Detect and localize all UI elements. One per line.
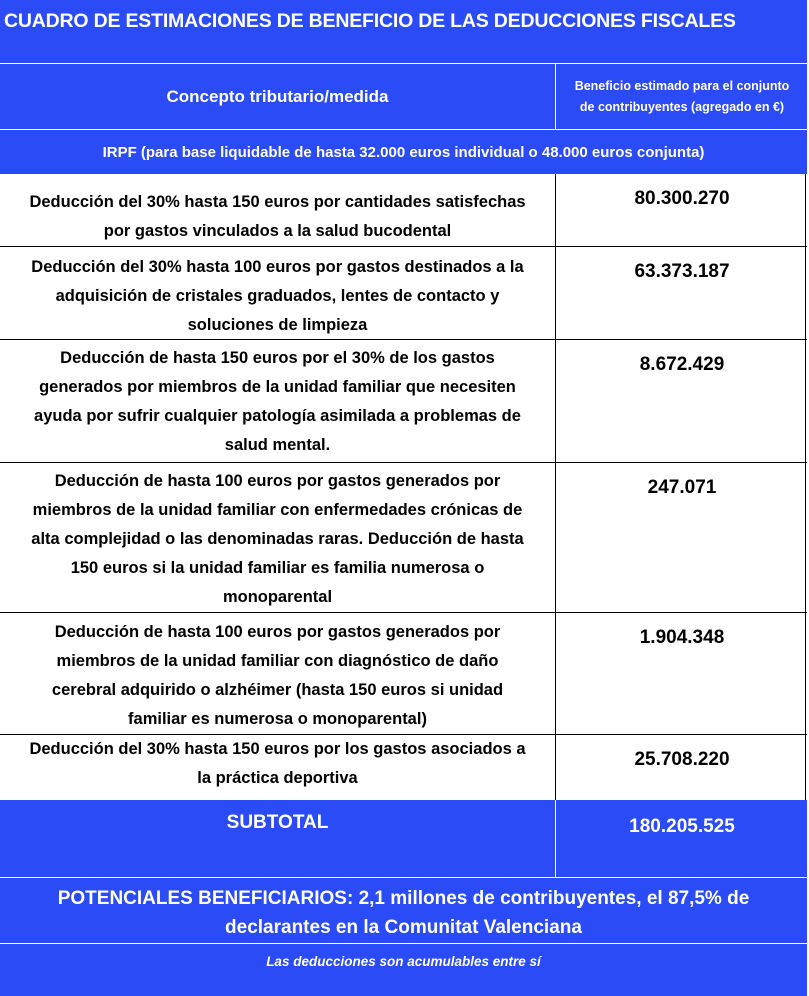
- concept-line: por gastos vinculados a la salud bucodental: [103, 222, 452, 240]
- concept-line: Deducción de hasta 100 euros por gastos generados por: [54, 623, 501, 641]
- footnote: Las deducciones son acumulables entre sí: [0, 944, 807, 996]
- table-row-dano-cerebral: [0, 613, 807, 735]
- concept-line: soluciones de limpieza: [187, 316, 368, 334]
- concept-line: monoparental: [222, 588, 333, 606]
- benefit-value: 25.708.220: [634, 749, 730, 770]
- benefit-header-line-2: de contribuyentes (agregado en €): [579, 100, 785, 114]
- cell-border: [805, 463, 806, 612]
- irpf-section-header: IRPF (para base liquidable de hasta 32.000 euros individual o 48.000 euros conjunta): [0, 130, 807, 174]
- column-header-row: [0, 64, 807, 130]
- concept-cell: [0, 735, 556, 800]
- concept-line: miembros de la unidad familiar con diagnóstico de daño: [56, 652, 499, 670]
- concept-column-header: Concepto tributario/medida: [0, 64, 556, 130]
- benefit-value: 8.672.429: [639, 354, 725, 375]
- table-title-bar: [0, 0, 807, 64]
- cell-border: [805, 340, 806, 462]
- concept-cell: [0, 613, 556, 734]
- concept-line: Deducción de hasta 150 euros por el 30% de los gastos: [60, 349, 495, 367]
- table-title: CUADRO DE ESTIMACIONES DE BENEFICIO DE LAS DEDUCCIONES FISCALES: [4, 10, 736, 32]
- beneficiaries-line-2: declarantes en la Comunitat Valenciana: [225, 917, 582, 938]
- concept-cell: [0, 463, 556, 612]
- table-row-bucodental: [0, 174, 807, 247]
- table-row-enfermedades-cronicas: [0, 463, 807, 613]
- concept-line: Deducción del 30% hasta 150 euros por los gastos asociados a: [29, 740, 526, 758]
- concept-cell: [0, 340, 556, 462]
- concept-cell: [0, 174, 556, 246]
- table-row-deporte: [0, 735, 807, 800]
- benefit-value: 63.373.187: [634, 261, 730, 282]
- concept-line: Deducción del 30% hasta 150 euros por cantidades satisfechas: [29, 193, 526, 211]
- concept-line: ayuda por sufrir cualquier patología asimilada a problemas de: [34, 407, 521, 425]
- benefit-value: 1.904.348: [639, 627, 725, 648]
- benefit-header-line-1: Beneficio estimado para el conjunto: [574, 79, 790, 93]
- cell-border: [805, 613, 806, 734]
- concept-line: Deducción de hasta 100 euros por gastos generados por: [54, 472, 501, 490]
- concept-line: adquisición de cristales graduados, lentes de contacto y: [55, 287, 500, 305]
- benefit-value: 80.300.270: [634, 188, 730, 209]
- subtotal-row: [0, 800, 807, 878]
- concept-line: generados por miembros de la unidad familiar que necesiten: [39, 378, 516, 396]
- concept-cell: [0, 247, 556, 339]
- benefit-column-header: [557, 64, 807, 130]
- cell-border: [805, 247, 806, 339]
- concept-line: familiar es numerosa o monoparental): [128, 710, 427, 728]
- concept-line: alta complejidad o las denominadas raras. Deducción de hasta: [31, 530, 524, 548]
- concept-line: miembros de la unidad familiar con enfermedades crónicas de: [32, 501, 523, 519]
- concept-line: Deducción del 30% hasta 100 euros por gastos destinados a la: [31, 258, 524, 276]
- concept-line: la práctica deportiva: [197, 769, 358, 787]
- concept-line: cerebral adquirido o alzhéimer (hasta 150 euros si unidad: [51, 681, 504, 699]
- concept-line: 150 euros si la unidad familiar es familia numerosa o: [70, 559, 485, 577]
- benefit-value: 247.071: [647, 477, 717, 498]
- beneficiaries-row: [0, 878, 807, 944]
- subtotal-value: 180.205.525: [629, 816, 735, 837]
- concept-line: salud mental.: [224, 436, 331, 454]
- table-row-cristales: [0, 247, 807, 340]
- subtotal-label: SUBTOTAL: [0, 800, 556, 878]
- table-row-salud-mental: [0, 340, 807, 463]
- beneficiaries-line-1: POTENCIALES BENEFICIARIOS: 2,1 millones de contribuyentes, el 87,5% de: [57, 888, 750, 909]
- cell-border: [805, 735, 806, 800]
- cell-border: [805, 174, 806, 246]
